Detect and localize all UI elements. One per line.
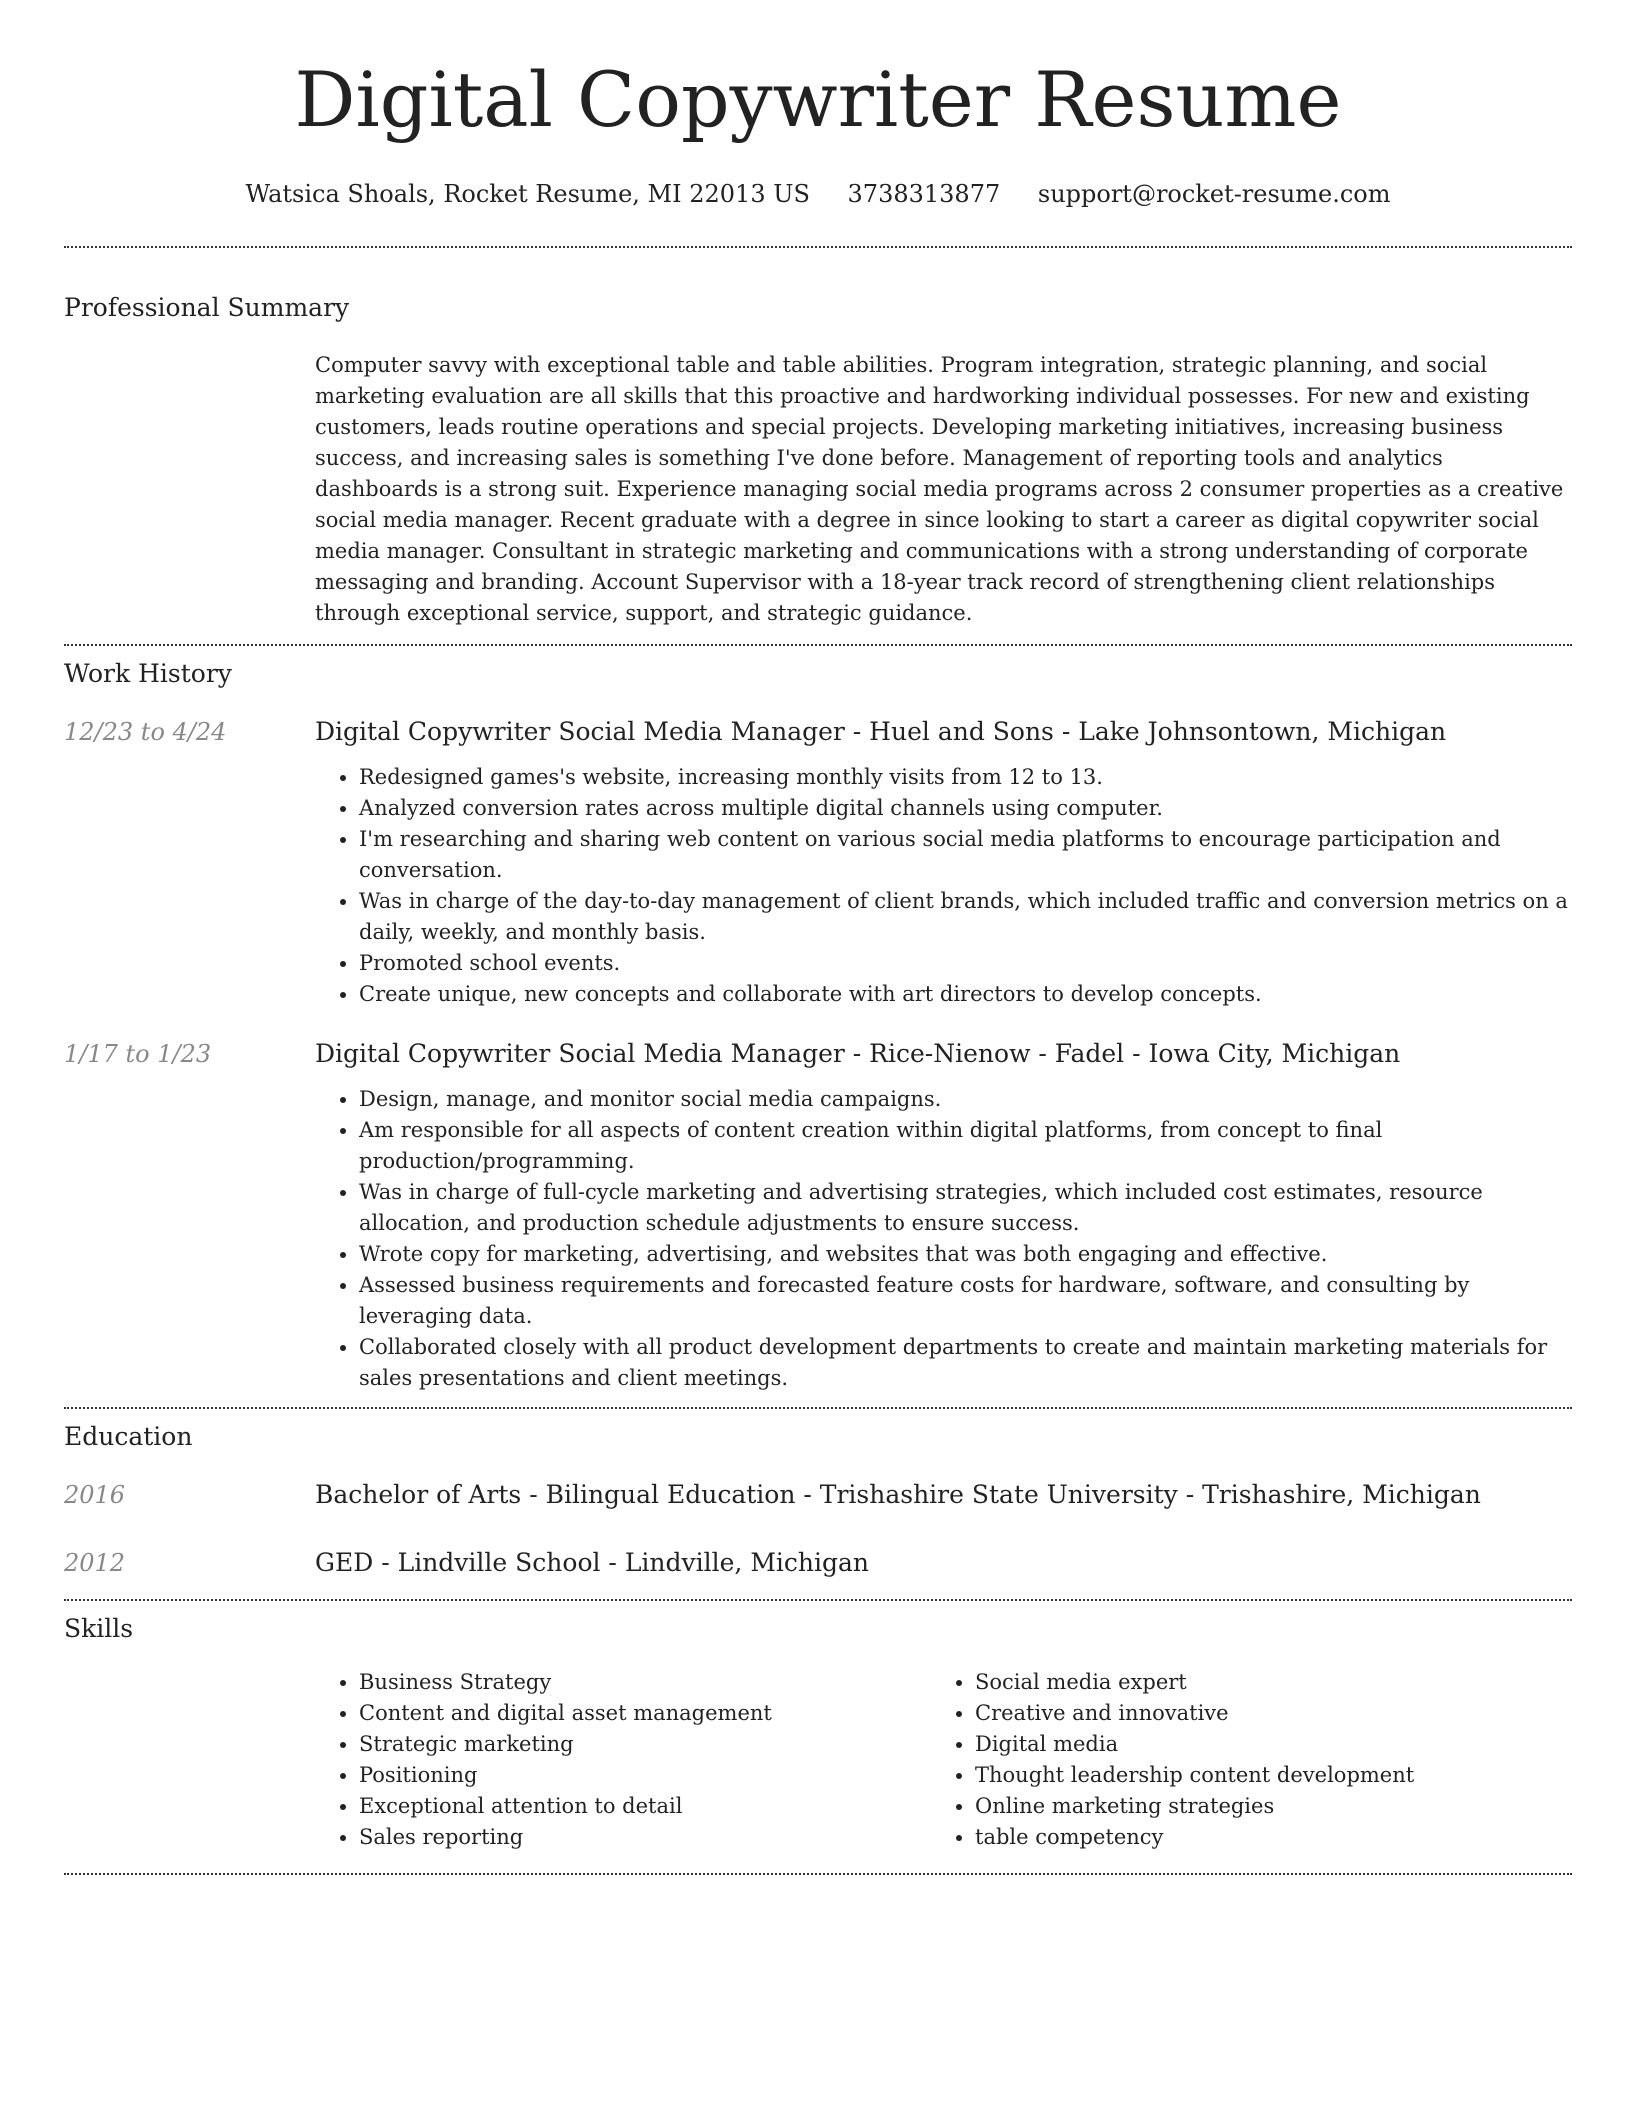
education-year: 2012 [64, 1549, 126, 1577]
divider [64, 246, 1572, 248]
work-bullets [315, 1084, 1572, 1394]
contact-address: Watsica Shoals, Rocket Resume, MI 22013 US [245, 180, 810, 208]
section-title-skills: Skills [64, 1614, 134, 1643]
skill-item: • Business Strategy [359, 1667, 931, 1698]
skill-item: • Content and digital asset management [359, 1698, 931, 1729]
work-entry [64, 716, 1572, 1010]
skill-item: • Social media expert [975, 1667, 1535, 1698]
resume-page [64, 0, 1572, 1875]
education-heading: Bachelor of Arts - Bilingual Education - Trishashire State University - Trishashire, Michigan [315, 1480, 1481, 1509]
skills-list [315, 1667, 1572, 1853]
skill-item: • Sales reporting [359, 1822, 931, 1853]
skill-item: • Online marketing strategies [975, 1791, 1535, 1822]
work-bullet: • Redesigned games's website, increasing monthly visits from 12 to 13. [359, 762, 1572, 793]
skill-item: • Positioning [359, 1760, 931, 1791]
work-bullet: • Design, manage, and monitor social media campaigns. [359, 1084, 1572, 1115]
work-entry [64, 1038, 1572, 1394]
work-bullet: • Wrote copy for marketing, advertising, and websites that was both engaging and effective. [359, 1239, 1572, 1270]
contact-line [64, 178, 1572, 210]
work-bullet: • Assessed business requirements and forecasted feature costs for hardware, software, and consulting by leveraging data. [359, 1270, 1572, 1332]
work-bullet: • Am responsible for all aspects of content creation within digital platforms, from concept to final production/programming. [359, 1115, 1572, 1177]
skill-item: • Creative and innovative [975, 1698, 1535, 1729]
skill-item: • Strategic marketing [359, 1729, 931, 1760]
resume-title: Digital Copywriter Resume [294, 55, 1342, 144]
work-bullet: • Collaborated closely with all product development departments to create and maintain marketing materials for sales presentations and client meetings. [359, 1332, 1572, 1394]
skill-item: • Exceptional attention to detail [359, 1791, 931, 1822]
divider [64, 1599, 1572, 1601]
divider [64, 1407, 1572, 1409]
skills-column-1 [315, 1667, 931, 1853]
skill-item: • table competency [975, 1822, 1535, 1853]
work-bullet: • Create unique, new concepts and collaborate with art directors to develop concepts. [359, 979, 1572, 1010]
divider [64, 1873, 1572, 1875]
work-bullet: • Promoted school events. [359, 948, 1572, 979]
work-bullet: • Was in charge of the day-to-day management of client brands, which included traffic and conversion metrics on a daily, weekly, and monthly basis. [359, 886, 1572, 948]
work-bullet: • Was in charge of full-cycle marketing and advertising strategies, which included cost estimates, resource allocation, and production schedule adjustments to ensure success. [359, 1177, 1572, 1239]
contact-phone: 3738313877 [847, 180, 1001, 208]
work-dates: 12/23 to 4/24 [64, 718, 227, 746]
section-title-summary: Professional Summary [64, 293, 350, 322]
work-heading: Digital Copywriter Social Media Manager - Huel and Sons - Lake Johnsontown, Michigan [315, 717, 1447, 746]
education-year: 2016 [64, 1481, 126, 1509]
work-bullets [315, 762, 1572, 1010]
section-title-work-history: Work History [64, 659, 232, 688]
section-title-education: Education [64, 1422, 193, 1451]
work-heading: Digital Copywriter Social Media Manager - Rice-Nienow - Fadel - Iowa City, Michigan [315, 1039, 1401, 1068]
work-bullet: • I'm researching and sharing web content on various social media platforms to encourage participation and conversation. [359, 824, 1572, 886]
work-bullet: • Analyzed conversion rates across multiple digital channels using computer. [359, 793, 1572, 824]
work-dates: 1/17 to 1/23 [64, 1040, 212, 1068]
contact-email[interactable]: support@rocket-resume.com [1037, 180, 1391, 208]
skill-item: • Digital media [975, 1729, 1535, 1760]
skill-item: • Thought leadership content development [975, 1760, 1535, 1791]
education-entry [64, 1547, 1572, 1579]
education-entry [64, 1479, 1572, 1511]
divider [64, 644, 1572, 646]
skills-column-2 [931, 1667, 1535, 1853]
education-heading: GED - Lindville School - Lindville, Michigan [315, 1548, 870, 1577]
summary-text: Computer savvy with exceptional table and table abilities. Program integration, strategic planning, and social marketing evaluation are all skills that this proactive and hardworking individual possesses. For new and existing customers, leads routine operations and special projects. Developing marketing initiatives, increasing business success, and increasing sales is something I've done before. Management of reporting tools and analytics dashboards is a strong suit. Experience managing social media programs across 2 consumer properties as a creative social media manager. Recent graduate with a degree in since looking to start a career as digital copywriter social media manager. Consultant in strategic marketing and communications with a strong understanding of corporate messaging and branding. Account Supervisor with a 18-year track record of strengthening client relationships through exceptional service, support, and strategic guidance. [315, 353, 1564, 625]
